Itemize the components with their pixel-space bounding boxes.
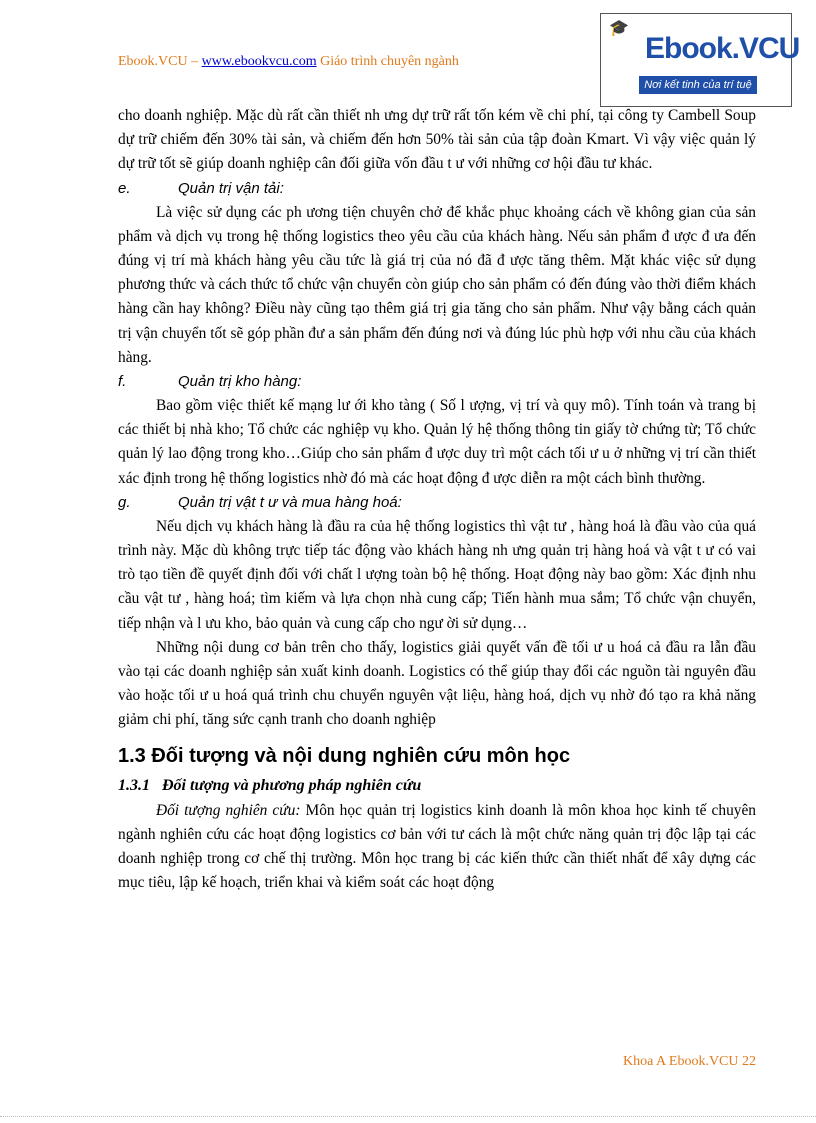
page-header [118, 54, 459, 70]
subheading-e [118, 177, 756, 201]
paragraph: Bao gồm việc thiết kế mạng lư ới kho tàng ( Số l ượng, vị trí và quy mô). Tính toán và trang bị các thiết bị nhà kho; Tổ chức các nghiệp vụ kho. Quản lý hệ thống thông tin giấy tờ chứng từ; Tổ chức quản lý lao động trong kho…Giúp cho sản phẩm đ ược duy trì một cách tối ư u ở những vị trí cần thiết xác định trong hệ thống logistics nhờ đó mà các hoạt động đ ược diễn ra một cách bình thường. [118, 397, 756, 487]
header-site: Ebook.VCU – [118, 54, 199, 69]
paragraph: cho doanh nghiệp. Mặc dù rất cần thiết nh ưng dự trữ rất tốn kém về chi phí, tại công ty Cambell Soup dự trữ chiếm đến 30% tài sản, và chiếm đến hơn 50% tài sản của tập đoàn Kmart. Vì vậy việc quản lý dự trữ tốt sẽ giúp doanh nghiệp cân đối giữa vốn đầu t ư với những cơ hội đầu tư khác. [118, 107, 756, 173]
subheading-number: g. [118, 493, 131, 511]
paragraph-lead: Đối tượng nghiên cứu: [156, 801, 301, 819]
subsection-title: Đối tượng và phương pháp nghiên cứu [162, 776, 422, 794]
section-heading: 1.3 Đối tượng và nội dung nghiên cứu môn học [118, 744, 571, 767]
subheading-title: Quản trị kho hàng: [178, 373, 302, 391]
paragraph: Nếu dịch vụ khách hàng là đầu ra của hệ thống logistics thì vật tư , hàng hoá là đầu vào của quá trình này. Mặc dù không trực tiếp tác động vào khách hàng nh ưng quản trị hàng hoá và vật t ư có vai trò tạo tiền đề quyết định đối với chất l ượng toàn bộ hệ thống. Hoạt động này bao gồm: Xác định nhu cầu vật tư , hàng hoá; tìm kiếm và lựa chọn nhà cung cấp; Tiến hành mua sắm; Tổ chức vận chuyển, tiếp nhận và l ưu kho, bảo quản và cung cấp cho ngư ời sử dụng… [118, 517, 756, 632]
subheading-title: Quản trị vật t ư và mua hàng hoá: [178, 493, 402, 511]
paragraph: Là việc sử dụng các ph ương tiện chuyên chở để khắc phục khoảng cách về không gian của sản phẩm và dịch vụ trong hệ thống logistics theo yêu cầu của khách hàng. Nếu sản phẩm đ ược đ ưa đến đúng vị trí mà khách hàng yêu cầu tức là giá trị của nó đã đ ược tăng thêm. Mặt khác việc sử dụng phương thức và cách thức tổ chức vận chuyển còn giúp cho sản phẩm có đến đúng vào thời điểm khách hàng cần hay không? Điều này cũng tạo thêm giá trị gia tăng cho sản phẩm. Như vậy bằng cách quản trị vận chuyển tốt sẽ góp phần đư a sản phẩm đến đúng nơi và đúng lúc phù hợp với nhu cầu của khách hàng. [118, 203, 756, 366]
logo-slogan: Nơi kết tinh của trí tuệ [639, 76, 757, 94]
document-body [118, 104, 756, 895]
subheading-number: f. [118, 373, 127, 391]
subheading-g [118, 491, 756, 515]
page-divider [0, 1116, 816, 1117]
paragraph: Những nội dung cơ bản trên cho thấy, logistics giải quyết vấn đề tối ư u hoá cả đầu ra lẫn đầu vào tại các doanh nghiệp sản xuất kinh doanh. Logistics có thể giúp thay đổi các nguồn tài nguyên đầu vào hoặc tối ư u hoá quá trình chu chuyển nguyên vật liệu, hàng hoá, dịch vụ nhờ đó tạo ra khả năng giảm chi phí, tăng sức cạnh tranh cho doanh nghiệp [118, 638, 756, 729]
graduation-cap-icon: 🎓 [609, 20, 629, 37]
subsection-heading [118, 773, 756, 799]
logo-brand: Ebook.VCU [645, 32, 800, 65]
paragraph-text: Môn học quản trị logistics kinh doanh là môn khoa học kinh tế chuyên ngành nghiên cứu các hoạt động logistics cơ bản với tư cách là một chức năng quản trị độc lập tại các doanh nghiệp trong cơ chế thị trường. Môn học trang bị các kiến thức cần thiết nhất để xây dựng các mục tiêu, lập kế hoạch, triển khai và kiểm soát các hoạt động [118, 801, 757, 892]
subheading-title: Quản trị vận tải: [178, 179, 284, 197]
header-link[interactable]: www.ebookvcu.com [201, 54, 317, 69]
subheading-f [118, 370, 756, 394]
subheading-number: e. [118, 179, 131, 197]
ebookvcu-logo [600, 13, 800, 107]
paragraph [118, 799, 756, 896]
subsection-number: 1.3.1 [118, 776, 150, 794]
page-footer: Khoa A Ebook.VCU 22 [623, 1054, 756, 1069]
header-subtitle: Giáo trình chuyên ngành [320, 54, 459, 69]
